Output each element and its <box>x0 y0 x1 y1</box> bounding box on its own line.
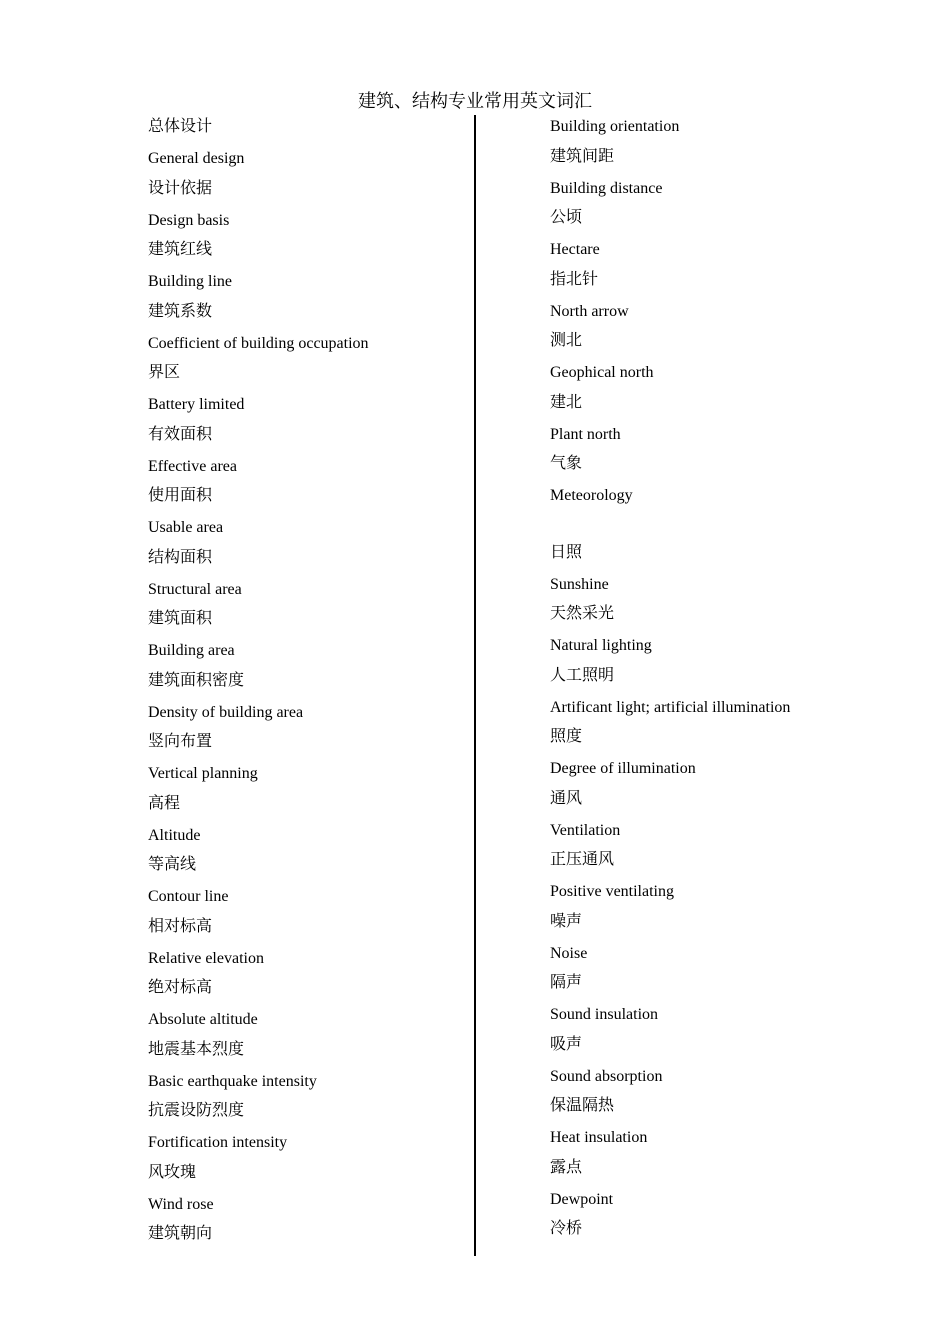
chinese-term: 噪声 <box>550 912 583 930</box>
chinese-term: 公顷 <box>550 209 583 226</box>
english-term: Fortification intensity <box>148 1134 288 1151</box>
english-term: General design <box>148 150 245 167</box>
english-term: Building orientation <box>550 118 680 135</box>
chinese-term: 高程 <box>148 794 181 812</box>
english-term: Sunshine <box>550 575 609 593</box>
english-term: Coefficient of building occupation <box>148 334 369 352</box>
english-term: Sound absorption <box>550 1067 663 1085</box>
english-term: Relative elevation <box>148 949 264 967</box>
english-term: Structural area <box>148 580 242 598</box>
chinese-term: 结构面积 <box>148 548 213 566</box>
chinese-term: 竖向布置 <box>148 733 213 750</box>
english-term: Effective area <box>148 457 237 475</box>
chinese-term: 隔声 <box>550 974 583 991</box>
english-term: Geophical north <box>550 364 654 381</box>
english-term: Usable area <box>148 519 224 536</box>
english-term: Artificant light; artificial illumination <box>550 698 791 716</box>
chinese-term: 建筑系数 <box>148 302 213 320</box>
blank-line <box>550 513 790 540</box>
chinese-term: 天然采光 <box>550 605 615 622</box>
english-term: Battery limited <box>148 396 245 413</box>
chinese-term: 通风 <box>550 789 583 807</box>
chinese-term: 相对标高 <box>148 917 213 935</box>
chinese-term: 保温隔热 <box>550 1097 615 1114</box>
chinese-term: 正压通风 <box>550 851 615 868</box>
chinese-term: 照度 <box>550 728 583 745</box>
column-divider <box>474 115 476 1256</box>
chinese-term: 指北针 <box>550 270 599 288</box>
english-term: Hectare <box>550 241 600 258</box>
chinese-term: 人工照明 <box>550 666 615 684</box>
chinese-term: 风玫瑰 <box>148 1163 197 1181</box>
english-term: Noise <box>550 944 588 962</box>
english-term: Ventilation <box>550 821 621 839</box>
english-term: Heat insulation <box>550 1129 648 1146</box>
chinese-term: 绝对标高 <box>148 979 213 996</box>
chinese-term: 建筑朝向 <box>148 1225 213 1242</box>
chinese-term: 抗震设防烈度 <box>148 1102 245 1119</box>
chinese-term: 建北 <box>550 393 583 411</box>
chinese-term: 使用面积 <box>148 487 213 504</box>
left-term-column <box>148 114 369 1253</box>
english-term: Building distance <box>550 179 663 197</box>
english-term: Plant north <box>550 425 621 443</box>
page-title: 建筑、结构专业常用英文词汇 <box>358 91 592 111</box>
chinese-term: 测北 <box>550 332 583 349</box>
chinese-term: 冷桥 <box>550 1220 583 1237</box>
english-term: Contour line <box>148 888 229 905</box>
english-term: Positive ventilating <box>550 883 674 900</box>
chinese-term: 建筑面积 <box>148 610 213 627</box>
english-term: North arrow <box>550 302 629 320</box>
chinese-term: 地震基本烈度 <box>148 1040 245 1058</box>
english-term: Density of building area <box>148 703 304 721</box>
english-term: Sound insulation <box>550 1006 659 1023</box>
english-term: Absolute altitude <box>148 1011 258 1028</box>
english-term: Building area <box>148 642 235 659</box>
english-term: Meteorology <box>550 487 633 504</box>
english-term: Altitude <box>148 826 201 844</box>
chinese-term: 建筑间距 <box>550 147 615 165</box>
chinese-term: 气象 <box>550 455 583 472</box>
english-term: Vertical planning <box>148 765 258 782</box>
chinese-term: 吸声 <box>550 1035 583 1053</box>
english-term: Wind rose <box>148 1195 214 1213</box>
english-term: Natural lighting <box>550 637 652 654</box>
chinese-term: 有效面积 <box>148 425 213 443</box>
chinese-term: 界区 <box>148 364 181 381</box>
english-term: Dewpoint <box>550 1190 614 1208</box>
chinese-term: 等高线 <box>148 856 197 873</box>
english-term: Basic earthquake intensity <box>148 1072 317 1090</box>
chinese-term: 建筑面积密度 <box>148 671 245 689</box>
chinese-term: 设计依据 <box>148 179 213 197</box>
chinese-term: 总体设计 <box>148 118 213 135</box>
chinese-term: 日照 <box>550 543 583 561</box>
chinese-term: 建筑红线 <box>148 241 213 258</box>
english-term: Design basis <box>148 211 230 229</box>
chinese-term: 露点 <box>550 1158 583 1176</box>
right-term-column <box>550 114 790 1248</box>
english-term: Building line <box>148 273 232 290</box>
english-term: Degree of illumination <box>550 760 696 777</box>
